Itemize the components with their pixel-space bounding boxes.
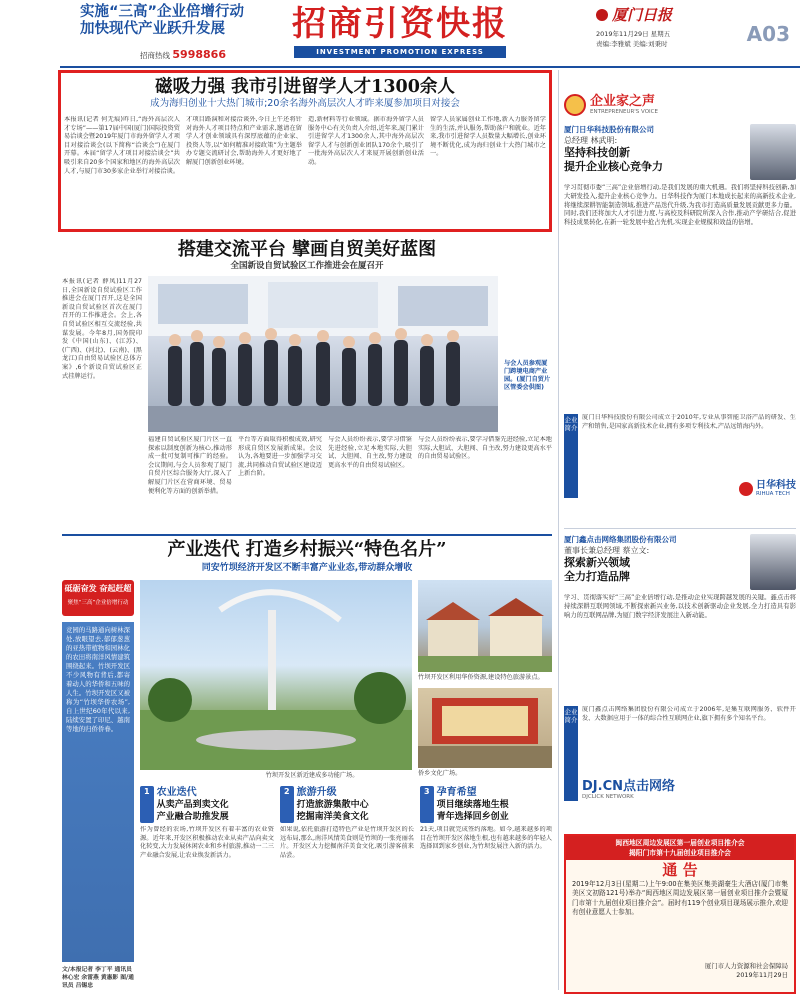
company2-intro: 厦门鑫点击网络集团股份有限公司成立于2006年,是集互联网服务、软件开发、大数据应用于一体的综合性互联网企业,旗下拥有多个知名平台。 (582, 706, 796, 722)
story3-photo-caption-2: 竹坝开发区利用华侨资源,建设特色旅游景点。 (418, 674, 544, 681)
story3-banner-sub: 聚焦“三高”企业倍增行动 (67, 600, 129, 606)
section-3-text: 21天,项目就完成签约落地。如今,越来越多的项目在竹坝开发区落地生根,也有越来越多的年轻人选择回到家乡创业,为竹坝发展注入新的活力。 (420, 826, 552, 851)
story2-subheadline: 全国新设自贸试验区工作推进会在厦召开 (230, 261, 384, 271)
story2 (62, 238, 552, 272)
story3-intro-panel (62, 622, 134, 962)
section-1-number: 1 (140, 786, 154, 823)
masthead-title: 招商引资快报 (292, 4, 508, 44)
company1-headline-a: 坚持科技创新 (564, 146, 630, 159)
designer: 美编:刘秉时 (632, 40, 668, 48)
story1-col-2: 才项目路演和对接洽谈外,今日上午还将针对海外人才项目特点和产业需求,邀请在留学人才创业领域具有深厚底蕴的企业家、投资人等,以“如何精准对接政策”为主题举办专题交流研讨会,帮助海外人才更好地了解厦门创新创业环境。 (186, 116, 302, 166)
company1-intro-label: 企业简介 (564, 414, 578, 498)
story3-photo-caption-3: 侨乡文化广场。 (418, 770, 462, 777)
paper-logo-icon (596, 9, 608, 21)
company2-headline-b: 全力打造品牌 (564, 570, 630, 583)
masthead-slogan (80, 4, 280, 52)
masthead-rule (60, 66, 800, 68)
story3-section-3 (420, 786, 552, 966)
exhibition-photo-icon (148, 276, 498, 432)
section-3-number: 3 (420, 786, 434, 823)
section-1-text: 作为曾经的农场,竹坝开发区有着丰富的农业资源。近年来,开发区积极推动农业从卖产品向卖文化转变,大力发展休闲农业和乡村旅游,推动一二三产业融合发展,让农业焕发新活力。 (140, 826, 274, 859)
masthead-subtitle: INVESTMENT PROMOTION EXPRESS (294, 46, 506, 58)
resort-building-photo-icon (418, 580, 552, 672)
story3-section-1 (140, 786, 274, 966)
editor: 责编:李雅斌 (596, 40, 631, 48)
section-3-title-b: 项目继续落地生根 (436, 800, 509, 810)
brand2-name: DJ.CN点击网络 (582, 779, 675, 794)
story2-col-5 (418, 436, 552, 530)
rihua-logo-icon (739, 482, 753, 496)
brand1-en: RIHUA TECH (756, 491, 790, 497)
section-2-title-c: 挖掘南洋美食文化 (296, 812, 369, 822)
sidebar-title: 企业家之声 (590, 94, 656, 109)
sidebar-entrepreneur (564, 90, 796, 498)
section-2-text: 如果说,依托旅游打造特色产业是竹坝开发区的长远布局,那么,南洋风情美食则是竹坝的一张亮丽名片。开发区大力挖掘南洋美食文化,吸引游客前来品尝。 (280, 826, 414, 859)
story1-col-1: 本报讯(记者 何无痕)昨日,“海外高层次人才专场”——第17届中国(厦门)国际投资贸易洽谈会暨2019年厦门市海外留学人才项目对接洽谈会(以下简称“洽谈会”)在厦门开幕。本届“留学人才项目对接洽谈会”共吸引来自20多个国家和地区的海外高层次人才,与厦门市30多家企业举行对接洽谈。 (64, 116, 180, 175)
section-1-title-a: 农业迭代 (156, 787, 197, 798)
company2-portrait (750, 534, 796, 590)
notice-header-1: 闽西地区周边发展区第一届创业项目推介会 (615, 839, 745, 847)
company1-headline-b: 提升企业核心竞争力 (564, 160, 663, 173)
story3-main-photo (140, 580, 412, 770)
company2-intro-label: 企业简介 (564, 706, 578, 801)
hotline-number: 5998866 (172, 48, 226, 61)
masthead-title-block (276, 2, 524, 64)
story3-intro: 竞园的马路通向树林深处,放眼望去,郁郁葱葱的亚热带植物和园林化的农田将南洋风情建筑围绕起来。竹坝开发区不少风物有背后,都寄着动人的华侨和五味的人生。竹坝开发区又被称为“竹坝华侨农场”,自上世纪60年代以来,陆续安置了印尼、越南等地的归侨侨眷。 (66, 626, 130, 733)
story3-byline: 文/本报记者 李丁平 通讯员 林心宏 余雷燕 黄惠影 图/通讯员 吕锡忠 (62, 967, 134, 989)
paper-name: 厦门日报 (612, 6, 673, 24)
story3-photo-caption-1: 竹坝开发区新近建成多功能广场。 (265, 772, 359, 779)
issue-weekday: 星期五 (650, 30, 671, 38)
company1-person: 总经理 林武明: (564, 136, 618, 145)
entrepreneur-icon (564, 94, 586, 116)
story1-col-4: 留学人员家属创业工作地,新入力服务留学生的生活,并认服务,帮助落户和就业。近年来,我市引进留学人员数量大幅增长,创业环境不断优化,成为海归创业十大热门城市之一。 (430, 116, 546, 158)
company1-portrait (750, 124, 796, 180)
notice-header-2: 揭阳门市第十九届创业项目推介会 (629, 849, 731, 857)
story3-section-2 (280, 786, 414, 966)
story2-photo-caption: 与会人员参观厦门跨境电商产业园。(厦门自贸片区管委会供图) (504, 360, 551, 391)
company1-name: 厦门日华科技股份有限公司 (564, 125, 654, 134)
slogan-line-1: 实施“三高”企业倍增行动 (80, 4, 245, 20)
story2-headline: 搭建交流平台 擘画自贸美好蓝图 (177, 239, 437, 260)
section-1-title-c: 产业融合助推发展 (156, 812, 229, 822)
story2-col-1: 本报讯(记者 薛凤)11月27日,全国新设自贸试验区工作推进会在厦门召开,这是全国新设自贸试验区首次在厦门召开的工作推进会。会上,各自贸试验区相互交流经验,共谋发展。今年8月,国务院印发《中国(山东)、(江苏)、(广西)、(河北)、(云南)、(黑龙江)自由贸易试验区总体方案》,6个新设自贸试验区正式挂牌运行。 (62, 278, 142, 380)
section-2-title-b: 打造旅游集散中心 (296, 800, 369, 810)
section-divider (62, 534, 552, 536)
company2-headline-a: 探索新兴领域 (564, 556, 630, 569)
story1-headline: 磁吸力强 我市引进留学人才1300余人 (155, 77, 455, 97)
story3-photo-2 (418, 580, 552, 672)
story2-col-4: 与会人员纷纷表示,要学习借鉴先进经验,立足本地实际,大胆试、大胆闯、自主改,努力建设更高水平的自由贸易试验区。 (328, 436, 412, 469)
story2-photo (148, 276, 498, 432)
story3 (62, 538, 552, 574)
sidebar-subtitle: ENTREPRENEUR'S VOICE (590, 109, 658, 115)
story3-banner-title: 砥砺奋发 奋起赶超 (64, 584, 132, 593)
story2-col-5-text: 与会人员纷纷表示,要学习借鉴先进经验,立足本地实际,大胆试、大胆闯、自主改,努力建设更高水平的自由贸易试验区。 (418, 436, 552, 461)
company2-text: 学习、贯彻落实好“三高”企业倍增行动,是推动企业实现跨越发展的关键。鑫点击将持续深耕互联网领域,不断探索新兴业务,以技术创新驱动企业发展,全力打造具有影响力的互联网品牌,为厦门数字经济发展注入新动能。 (564, 594, 796, 619)
story1 (64, 76, 546, 228)
company1-text: 学习贯彻市委“三高”企业倍增行动,是我们发展的重大机遇。我们将坚持科技创新,加大研发投入,提升企业核心竞争力。日华科技作为厦门本地成长起来的高新技术企业,将继续深耕智能制造领域,推进产品迭代升级,为我市打造高质量发展贡献更多力量。同时,我们还将加大人才引进力度,与高校及科研院所深入合作,推动产学研结合,促进科技成果转化,在新一轮发展中抢占先机,实现企业规模和效益的倍增。 (564, 184, 796, 227)
story2-col-3: 平台等方面取得积极成效,研究形成自贸区发展新成果。会议认为,各地要进一步加强学习交流,共同推动自贸试验区建设迈上新台阶。 (238, 436, 322, 478)
cultural-square-photo-icon (418, 688, 552, 768)
section-1-title-b: 从卖产品到卖文化 (156, 800, 229, 810)
notice-header (566, 836, 794, 860)
story1-subheadline: 成为海归创业十大热门城市;20余名海外高层次人才昨来厦参加项目对接会 (150, 98, 460, 109)
hotline-label: 招商热线 (140, 51, 170, 60)
page-digits: 03 (762, 22, 790, 46)
masthead-info (596, 4, 796, 62)
notice-date: 2019年11月29日 (736, 971, 788, 979)
company2-name: 厦门鑫点击网络集团股份有限公司 (564, 535, 677, 544)
notice-issuer: 厦门市人力资源和社会保障局 (704, 962, 788, 970)
brand2-en: DJCLICK NETWORK (582, 794, 634, 800)
issue-date: 2019年11月29日 (596, 30, 649, 38)
section-3-title-a: 孕育希望 (436, 787, 477, 798)
company1-intro: 厦门日华科技股份有限公司成立于2010年,专业从事智能卫浴产品的研发、生产和销售,是国家高新技术企业,拥有多项专利技术,产品远销海内外。 (582, 414, 796, 430)
park-plaza-photo-icon (140, 580, 412, 770)
notice-ad (564, 834, 796, 994)
company2-person: 董事长兼总经理 蔡立文: (564, 546, 650, 555)
section-2-title-a: 旅游升级 (296, 787, 337, 798)
sidebar-divider (558, 70, 559, 990)
slogan-line-2: 加快现代产业跃升发展 (80, 21, 225, 37)
sidebar-company2 (564, 534, 796, 801)
story3-photo-3 (418, 688, 552, 768)
story3-subheadline: 同安竹坝经济开发区不断丰富产业业态,带动群众增收 (201, 563, 413, 573)
section-2-number: 2 (280, 786, 294, 823)
hotline (140, 48, 226, 61)
story1-col-3: 造,新材料等行业领域。据市海外留学人员服务中心有关负责人介绍,近年来,厦门累计引进留学人才1300余人,其中海外高层次留学人才与创新创业团队170余个,吸引了一批海外高层次人才来厦开展创新创业活动。 (308, 116, 424, 166)
story2-col-2: 福建自贸试验区厦门片区一直探索以制度创新为核心,推动形成一批可复制可推广的经验。会议期间,与会人员参观了厦门自贸片区综合服务大厅,深入了解厦门片区在营商环境、贸易便利化等方面的创新举措。 (148, 436, 232, 495)
sidebar-rule (564, 528, 796, 529)
page-letter: A (746, 22, 763, 46)
story3-banner (62, 580, 134, 616)
section-3-title-c: 青年选择回乡创业 (436, 812, 509, 822)
brand1-name: 日华科技 (756, 480, 796, 491)
notice-body: 2019年12月3日(星期二)上午9:00在集美区集美湖豪生大酒店(厦门市集美区文初路121号)举办“闽西地区周边发展区第一届创业项目推介会暨厦门市第十九届创业项目推介会”。届时有119个创业项目现场展示推介,欢迎有创业意愿人士参加。 (572, 880, 788, 917)
page-number (747, 22, 790, 46)
notice-title: 通 告 (662, 861, 698, 879)
story3-headline: 产业迭代 打造乡村振兴“特色名片” (167, 539, 447, 560)
